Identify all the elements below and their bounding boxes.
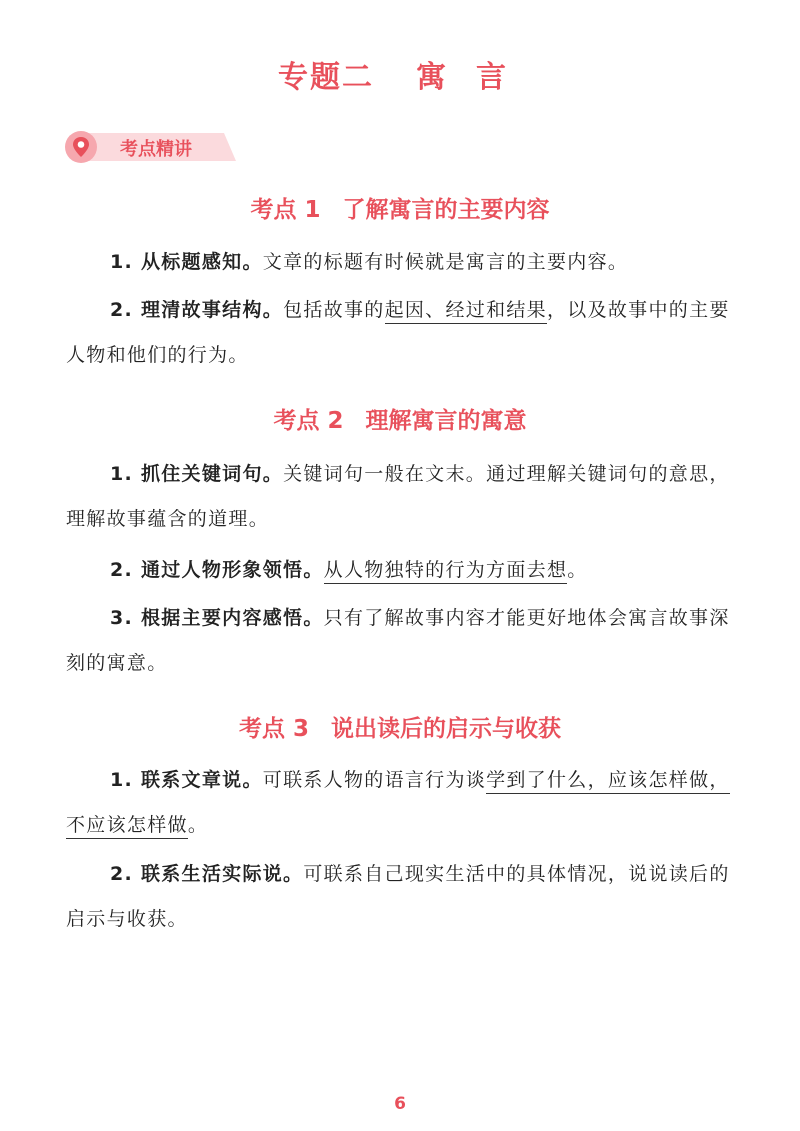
section-title: 理解寓言的寓意 bbox=[365, 408, 527, 434]
paragraph-3-2 bbox=[66, 852, 738, 942]
point-text-end: 。 bbox=[187, 814, 209, 836]
point-text-end: ，以及故事中的主要人物和他们的行为。 bbox=[66, 299, 730, 366]
paragraph-2-1 bbox=[66, 452, 738, 542]
point-label: 1. 从标题感知。 bbox=[110, 251, 263, 273]
point-text: 可联系人物的语言行为谈 bbox=[262, 769, 487, 791]
page-number: 6 bbox=[394, 1094, 406, 1114]
section-banner bbox=[64, 130, 236, 164]
point-text: 关键词句一般在文末。通过理解关键词句的意思，理解故事蕴含的道理。 bbox=[66, 463, 730, 530]
section-title: 说出读后的启示与收获 bbox=[331, 716, 561, 742]
underlined-text: 学到了什么，应该怎样做，不应该怎样做 bbox=[66, 769, 730, 839]
point-label: 1. 联系文章说。 bbox=[110, 769, 263, 791]
page-title bbox=[0, 52, 800, 96]
paragraph-3-1 bbox=[66, 758, 738, 848]
underlined-text: 起因、经过和结果 bbox=[385, 299, 547, 324]
section-heading-1 bbox=[0, 191, 800, 224]
title-prefix: 专题二 bbox=[278, 60, 374, 95]
paragraph-1-2 bbox=[66, 288, 738, 378]
point-text: 包括故事的 bbox=[283, 299, 385, 321]
section-number: 考点 2 bbox=[273, 408, 344, 434]
point-label: 3. 根据主要内容感悟。 bbox=[110, 607, 324, 629]
paragraph-2-2 bbox=[66, 548, 738, 593]
section-number: 考点 3 bbox=[238, 716, 309, 742]
section-number: 考点 1 bbox=[250, 197, 321, 223]
point-text-end: 。 bbox=[567, 559, 588, 581]
paragraph-2-3 bbox=[66, 596, 738, 686]
point-text: 文章的标题有时候就是寓言的主要内容。 bbox=[262, 251, 629, 273]
point-label: 2. 理清故事结构。 bbox=[110, 299, 284, 321]
title-char-2: 言 bbox=[476, 60, 508, 95]
title-char-1: 寓 bbox=[416, 60, 448, 95]
underlined-text: 从人物独特的行为方面去想 bbox=[324, 559, 568, 584]
point-text: 只有了解故事内容才能更好地体会寓言故事深刻的寓意。 bbox=[66, 607, 730, 674]
section-heading-3 bbox=[0, 710, 800, 743]
point-label: 2. 联系生活实际说。 bbox=[110, 863, 304, 885]
banner-label: 考点精讲 bbox=[120, 139, 192, 160]
point-label: 2. 通过人物形象领悟。 bbox=[110, 559, 324, 581]
point-label: 1. 抓住关键词句。 bbox=[110, 463, 284, 485]
section-heading-2 bbox=[0, 402, 800, 435]
paragraph-1-1 bbox=[66, 240, 738, 285]
section-title: 了解寓言的主要内容 bbox=[342, 197, 550, 223]
point-text: 可联系自己现实生活中的具体情况，说说读后的启示与收获。 bbox=[66, 863, 730, 930]
